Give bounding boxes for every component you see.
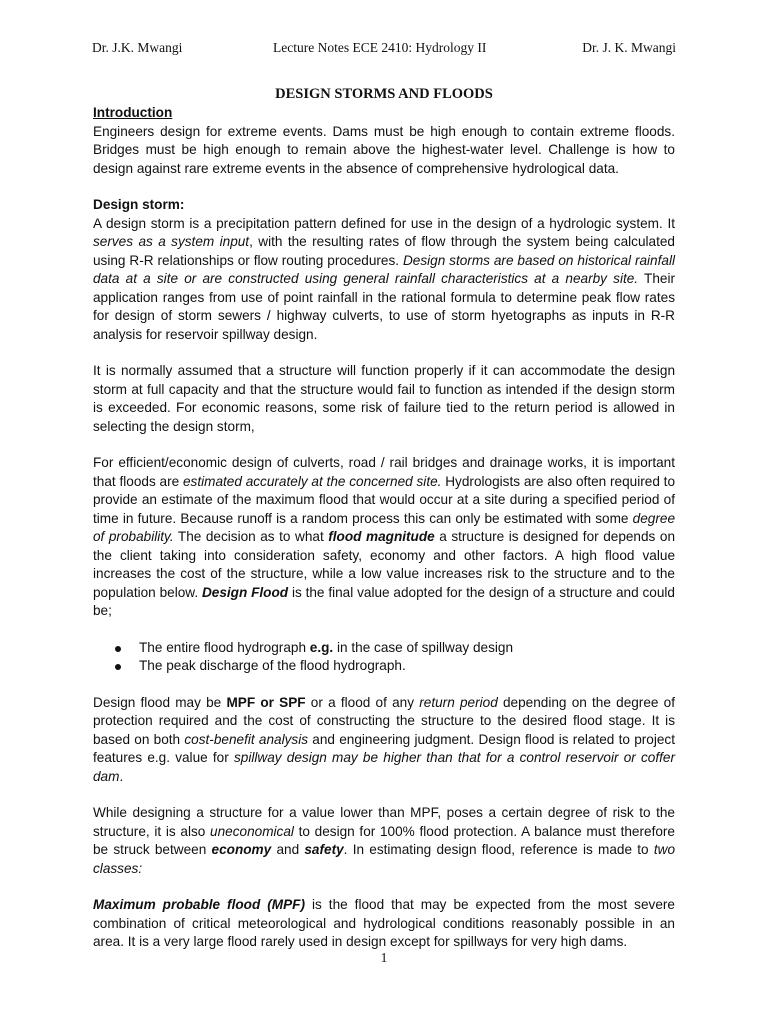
header-course-title: Lecture Notes ECE 2410: Hydrology II <box>273 40 487 55</box>
list-item: The peak discharge of the flood hydrograph. <box>115 657 675 676</box>
document-title: DESIGN STORMS AND FLOODS <box>275 86 493 102</box>
intro-paragraph: Engineers design for extreme events. Dams must be high enough to contain extreme floods. Bridges must be high enough to remain above the highest-water level. Challenge is how to design against rare extreme events in the absence of comprehensive hydrological data. <box>93 123 675 176</box>
document-body <box>93 104 675 952</box>
page-number: 1 <box>380 950 388 965</box>
list-item: The entire flood hydrograph e.g. in the case of spillway design <box>115 639 675 658</box>
design-storm-heading: Design storm: <box>93 197 185 212</box>
bullet-icon <box>115 646 121 652</box>
flood-estimation-paragraph: For efficient/economic design of culverts, road / rail bridges and drainage works, it is important that floods are estimated accurately at the concerned site. Hydrologists are also often required to provide an estimate of the maximum flood that would occur at a site during a specified period of time in future. Because runoff is a random process this can only be estimated with some degree of probability. The decision as to what flood magnitude a structure is designed for depends on the client taking into consideration safety, economy and other factors. A high flood value increases the cost of the structure, while a low value increases risk to the structure and to the population below. Design Flood is the final value adopted for the design of a structure and could be; <box>93 455 676 618</box>
header-author-left: Dr. J.K. Mwangi <box>92 40 183 55</box>
mpf-definition-paragraph: Maximum probable flood (MPF) is the flood that may be expected from the most severe combination of critical meteorological and hydrological conditions reasonably possible in an area. It is a very large flood rarely used in design except for spillways for very high dams. <box>93 897 675 949</box>
bullet-icon <box>115 664 121 670</box>
design-storm-paragraph: A design storm is a precipitation pattern defined for use in the design of a hydrologic system. It serves as a system input, with the resulting rates of flow through the system being calculated using R-R relationships or flow routing procedures. Design storms are based on historical rainfall data at a site or are constructed using general rainfall characteristics at a nearby site. Their application ranges from use of point rainfall in the rational formula to determine peak flow rates for design of storm sewers / highway culverts, to use of storm hyetographs as inputs in R-R analysis for reservoir spillway design. <box>93 215 675 342</box>
structure-function-paragraph: It is normally assumed that a structure will function properly if it can accommodate the design storm at full capacity and that the structure would fail to function as intended if the design storm is exceeded. For economic reasons, some risk of failure tied to the return period is allowed in selecting the design storm, <box>93 363 675 434</box>
design-flood-paragraph: Design flood may be MPF or SPF or a flood of any return period depending on the degree of protection required and the cost of constructing the structure to the desired flood stage. It is based on both cost-benefit analysis and engineering judgment. Design flood is related to project features e.g. value for spillway design may be higher than that for a control reservoir or coffer dam. <box>93 694 676 784</box>
risk-balance-paragraph: While designing a structure for a value lower than MPF, poses a certain degree of risk to the structure, it is also uneconomical to design for 100% flood protection. A balance must therefore be struck between economy and safety. In estimating design flood, reference is made to two classes: <box>93 805 675 876</box>
header-author-right: Dr. J. K. Mwangi <box>582 40 676 55</box>
intro-heading: Introduction <box>93 105 173 120</box>
design-flood-list <box>93 639 675 676</box>
